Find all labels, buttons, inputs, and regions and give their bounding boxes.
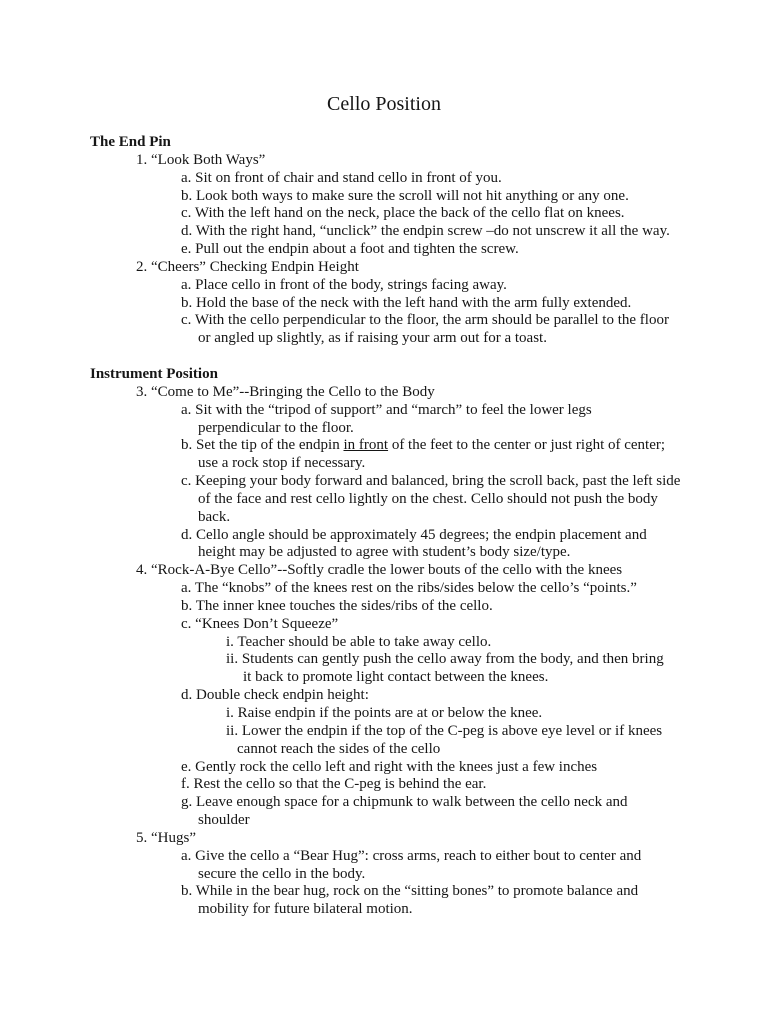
item-line [0,152,768,170]
item-marker: 5. [136,829,148,846]
section-spacer [0,348,768,366]
continuation-line: cannot reach the sides of the cello [237,740,441,757]
step-text: While in the bear hug, rock on the “sitting bones” to promote balance and [195,883,639,900]
item-line [0,259,768,277]
step-line [0,687,768,705]
step-text: Gently rock the cello left and right with the knees just a few inches [195,758,598,775]
step-text: of the feet to the center or just right of center; [391,437,666,454]
section-instrument-position [0,366,768,919]
step-text: Place cello in front of the body, strings facing away. [195,276,507,293]
step-text: Rest the cello so that the C-peg is behind the ear. [193,776,487,793]
list-item [0,562,768,830]
continuation-line: use a rock stop if necessary. [198,455,366,472]
step-text: Hold the base of the neck with the left hand with the arm fully extended. [196,294,632,311]
item-marker: 4. [136,562,148,579]
section-heading: The End Pin [90,134,171,150]
step-line [0,794,768,812]
substep-line [0,651,768,669]
step-line [0,580,768,598]
step-line [0,598,768,616]
step-marker: a. [181,580,192,597]
document-body [0,134,768,919]
substep-marker: i. [226,705,234,721]
step-line [0,312,768,330]
step-marker: a. [181,847,192,864]
step-text: Give the cello a “Bear Hug”: cross arms, reach to either bout to center and [195,847,642,864]
step-line [0,473,768,491]
substep-text: Raise endpin if the points are at or below the knee. [237,705,543,721]
step-marker: d. [181,223,193,240]
step-text: Keeping your body forward and balanced, bring the scroll back, past the left side [195,473,681,490]
step-marker: a. [181,401,192,418]
step-line [0,776,768,794]
substep-text: Teacher should be able to take away cello. [237,633,492,650]
step-line [0,437,768,455]
list-item [0,259,768,348]
step-line [0,223,768,241]
step-text: With the cello perpendicular to the floor, the arm should be parallel to the floor [194,312,669,329]
continuation-line: back. [198,508,231,525]
step-line [0,848,768,866]
step-marker: f. [181,776,190,793]
list-item [0,152,768,259]
step-line [0,241,768,259]
step-line [0,188,768,206]
list-item [0,384,768,562]
step-marker: b. [181,437,193,454]
step-marker: c. [181,312,192,329]
item-marker: 2. [136,258,148,275]
substep-text: Lower the endpin if the top of the C-peg is above eye level or if knees [241,722,663,739]
item-text: “Hugs” [151,829,196,846]
step-text: Double check endpin height: [196,687,369,704]
step-line [0,402,768,420]
continuation-line: secure the cello in the body. [198,865,366,882]
step-marker: b. [181,883,193,900]
item-line [0,830,768,848]
list-item [0,830,768,919]
step-marker: d. [181,526,193,543]
step-text: The “knobs” of the knees rest on the ribs/sides below the cello’s “points.” [194,580,637,597]
step-line [0,759,768,777]
step-marker: b. [181,294,193,311]
continuation-line: it back to promote light contact between the knees. [243,669,549,686]
underlined-text: in front [343,437,389,454]
substep-marker: ii. [226,651,239,668]
substep-marker: ii. [226,722,239,739]
step-line [0,616,768,634]
item-marker: 3. [136,383,148,400]
item-text: “Come to Me”--Bringing the Cello to the Body [151,383,435,400]
step-text: Set the tip of the endpin [196,437,340,454]
step-text: Sit with the “tripod of support” and “march” to feel the lower legs [195,401,592,418]
step-text: “Knees Don’t Squeeze” [195,615,339,632]
continuation-line: shoulder [198,812,250,829]
item-text: “Look Both Ways” [151,151,266,168]
step-text: Look both ways to make sure the scroll will not hit anything or any one. [196,187,629,204]
step-line [0,883,768,901]
step-text: Cello angle should be approximately 45 degrees; the endpin placement and [196,526,647,543]
step-marker: b. [181,187,193,204]
step-text: Leave enough space for a chipmunk to walk between the cello neck and [196,794,628,811]
step-line [0,205,768,223]
item-marker: 1. [136,151,148,168]
page-title: Cello Position [327,93,441,115]
step-marker: g. [181,794,193,811]
step-marker: a. [181,169,192,186]
item-line [0,384,768,402]
step-marker: b. [181,597,193,614]
step-marker: a. [181,276,192,293]
continuation-line: mobility for future bilateral motion. [198,901,413,918]
step-marker: c. [181,205,192,222]
step-text: The inner knee touches the sides/ribs of the cello. [195,597,493,614]
continuation-line: of the face and rest cello lightly on the chest. Cello should not push the body [198,490,658,507]
step-line [0,527,768,545]
step-text: Pull out the endpin about a foot and tighten the screw. [195,241,519,258]
step-marker: c. [181,615,192,632]
item-text: “Cheers” Checking Endpin Height [151,258,359,275]
substep-text: Students can gently push the cello away from the body, and then bring [241,651,664,668]
step-line [0,295,768,313]
item-line [0,562,768,580]
step-line [0,277,768,295]
continuation-line: height may be adjusted to agree with student’s body size/type. [198,544,571,561]
substep-line [0,634,768,652]
step-text: With the right hand, “unclick” the endpin screw –do not unscrew it all the way. [195,223,670,240]
substep-line [0,723,768,741]
step-marker: e. [181,241,192,258]
step-text: Sit on front of chair and stand cello in front of you. [195,169,502,186]
step-marker: d. [181,687,193,704]
section-end-pin [0,134,768,348]
section-heading: Instrument Position [90,365,218,382]
step-marker: c. [181,473,192,490]
substep-marker: i. [226,633,234,650]
step-line [0,170,768,188]
substep-line [0,705,768,723]
step-text: With the left hand on the neck, place the back of the cello flat on knees. [194,205,625,222]
step-marker: e. [181,758,192,775]
item-text: “Rock-A-Bye Cello”--Softly cradle the lower bouts of the cello with the knees [151,562,623,579]
continuation-line: or angled up slightly, as if raising your arm out for a toast. [198,330,547,347]
continuation-line: perpendicular to the floor. [198,419,354,436]
